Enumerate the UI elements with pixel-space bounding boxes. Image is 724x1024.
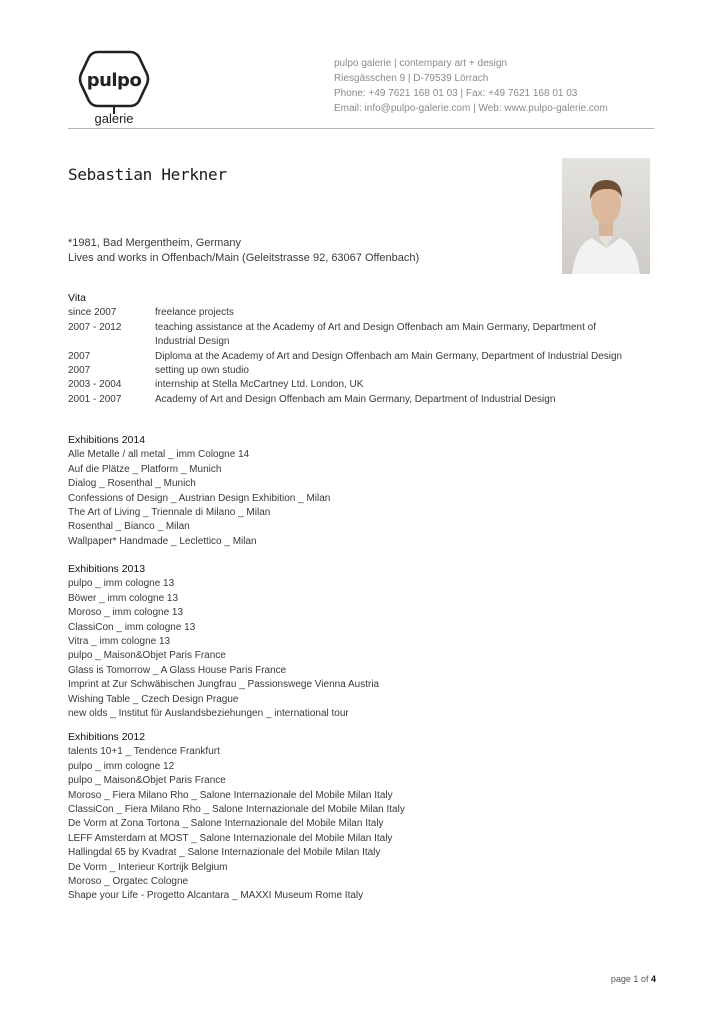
exhibition-item: new olds _ Institut für Auslandsbeziehungen _ international tour xyxy=(68,708,349,720)
vita-row xyxy=(68,364,635,378)
artist-bio xyxy=(68,236,419,265)
birth-info: *1981, Bad Mergentheim, Germany xyxy=(68,237,242,249)
exhibition-item: pulpo _ imm cologne 13 xyxy=(68,578,175,590)
exhibition-item: ClassiCon _ imm cologne 13 xyxy=(68,621,196,633)
exhibition-item: LEFF Amsterdam at MOST _ Salone Internazionale del Mobile Milan Italy xyxy=(68,832,393,844)
exhibition-item: pulpo _ Maison&Objet Paris France xyxy=(68,775,226,787)
exhibition-item: Böwer _ imm cologne 13 xyxy=(68,592,179,604)
exhibition-item: pulpo _ Maison&Objet Paris France xyxy=(68,650,226,662)
contact-line: pulpo galerie | contempary art + design xyxy=(334,58,507,69)
exhibition-item: The Art of Living _ Triennale di Milano _ Milan xyxy=(68,507,271,519)
vita-row xyxy=(68,350,635,364)
vita-description: Diploma at the Academy of Art and Design Offenbach am Main Germany, Department of Industrial Design xyxy=(155,350,623,362)
exhibition-item: Hallingdal 65 by Kvadrat _ Salone Internazionale del Mobile Milan Italy xyxy=(68,847,381,859)
exhibitions-heading: Exhibitions 2013 xyxy=(68,563,146,575)
artist-name: Sebastian Herkner xyxy=(68,165,227,184)
exhibition-item: Imprint at Zur Schwäbischen Jungfrau _ Passionswege Vienna Austria xyxy=(68,679,380,691)
exhibition-item: pulpo _ imm cologne 12 xyxy=(68,760,175,772)
vita-year: 2001 - 2007 xyxy=(68,393,122,405)
vita-row xyxy=(68,378,635,392)
exhibitions-heading: Exhibitions 2012 xyxy=(68,731,146,743)
vita-row xyxy=(68,393,635,407)
vita-year: 2007 xyxy=(68,350,91,362)
exhibitions-2013 xyxy=(68,562,379,721)
pulpo-galerie-logo xyxy=(78,50,150,130)
current-page: 1 xyxy=(633,974,639,984)
exhibition-item: Wishing Table _ Czech Design Prague xyxy=(68,693,239,705)
exhibitions-2012 xyxy=(68,730,405,904)
exhibition-item: Moroso _ imm cologne 13 xyxy=(68,607,184,619)
vita-year: 2003 - 2004 xyxy=(68,379,122,391)
contact-line: Riesgässchen 9 | D-79539 Lörrach xyxy=(334,73,489,84)
vita-row xyxy=(68,306,635,320)
exhibition-item: Rosenthal _ Bianco _ Milan xyxy=(68,521,190,533)
contact-line: Phone: +49 7621 168 01 03 | Fax: +49 7621 168 01 03 xyxy=(334,88,578,99)
logo-wordmark: pulpo xyxy=(86,70,142,91)
exhibition-item: Wallpaper* Handmade _ Leclettico _ Milan xyxy=(68,535,257,547)
exhibition-item: Moroso _ Orgatec Cologne xyxy=(68,876,189,888)
header-divider xyxy=(68,128,654,129)
vita-description: Academy of Art and Design Offenbach am Main Germany, Department of Industrial Design xyxy=(155,393,556,405)
exhibition-item: Glass is Tomorrow _ A Glass House Paris France xyxy=(68,664,287,676)
residence-info: Lives and works in Offenbach/Main (Geleitstrasse 92, 63067 Offenbach) xyxy=(68,251,420,264)
exhibition-item: De Vorm at Zona Tortona _ Salone Internazionale del Mobile Milan Italy xyxy=(68,818,384,830)
vita-row xyxy=(68,321,635,350)
exhibition-item: Shape your Life - Progetto Alcantara _ MAXXI Museum Rome Italy xyxy=(68,890,364,902)
vita-heading: Vita xyxy=(68,292,86,304)
vita-year: 2007 xyxy=(68,365,91,377)
exhibition-item: talents 10+1 _ Tendence Frankfurt xyxy=(68,746,220,758)
exhibition-item: Dialog _ Rosenthal _ Munich xyxy=(68,478,196,490)
exhibitions-2014 xyxy=(68,433,330,549)
vita-description: setting up own studio xyxy=(155,365,249,377)
vita-description: freelance projects xyxy=(155,307,234,319)
contact-line: Email: info@pulpo-galerie.com | Web: www.pulpo-galerie.com xyxy=(334,103,608,114)
of-label: of xyxy=(640,974,649,984)
vita-year: since 2007 xyxy=(68,307,117,319)
page-number xyxy=(611,974,656,984)
vita-description: teaching assistance at the Academy of Art and Design Offenbach am Main Germany, Department of Industrial Design xyxy=(155,321,596,348)
exhibition-item: Auf die Plätze _ Platform _ Munich xyxy=(68,463,222,475)
exhibition-item: Alle Metalle / all metal _ imm Cologne 14 xyxy=(68,449,250,461)
vita-year: 2007 - 2012 xyxy=(68,321,122,333)
page-label: page xyxy=(610,974,631,984)
artist-portrait xyxy=(562,158,650,274)
total-pages: 4 xyxy=(650,974,656,984)
logo-subtitle: galerie xyxy=(94,111,134,126)
exhibition-item: Vitra _ imm cologne 13 xyxy=(68,636,171,648)
exhibition-item: De Vorm _ Interieur Kortrijk Belgium xyxy=(68,861,228,873)
exhibition-item: Moroso _ Fiera Milano Rho _ Salone Internazionale del Mobile Milan Italy xyxy=(68,789,393,801)
exhibition-item: ClassiCon _ Fiera Milano Rho _ Salone Internazionale del Mobile Milan Italy xyxy=(68,804,405,816)
exhibition-item: Confessions of Design _ Austrian Design Exhibition _ Milan xyxy=(68,492,331,504)
vita-description: internship at Stella McCartney Ltd. London, UK xyxy=(155,379,364,391)
exhibitions-heading: Exhibitions 2014 xyxy=(68,434,146,446)
vita-section xyxy=(68,291,635,407)
gallery-contact xyxy=(334,56,608,116)
